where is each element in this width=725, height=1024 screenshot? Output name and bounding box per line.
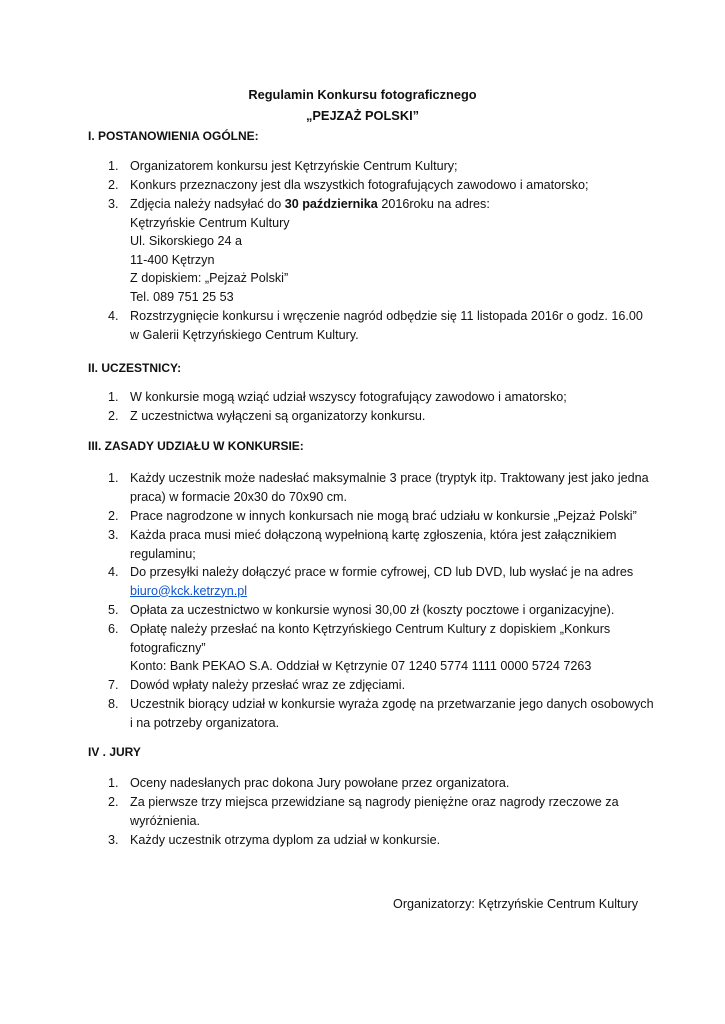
section-heading-general: I. POSTANOWIENIA OGÓLNE: xyxy=(88,129,259,143)
organizer-signature: Organizatorzy: Kętrzyńskie Centrum Kultury xyxy=(393,897,638,911)
email-link[interactable]: biuro@kck.ketrzyn.pl xyxy=(130,583,248,598)
address-line: Ul. Sikorskiego 24 a xyxy=(130,234,242,249)
section-heading-rules: III. ZASADY UDZIAŁU W KONKURSIE: xyxy=(88,439,304,453)
document-page: Regulamin Konkursu fotograficznego „PEJZAŻ POLSKI” I. POSTANOWIENIA OGÓLNE: 1. Organizatorem konkursu jest Kętrzyńskie Centrum Kultury; 2. Konkurs przeznaczony jest dla wszystkich fotografujących zawodowo i amatorsko; 3. Zdjęcia należy nadsyłać do 30 października 2016roku na adres: Kętrzyńskie Centrum Kultury Ul. Sikorskiego 24 a 11-400 Kętrzyn Z dopiskiem: „Pejzaż Polski” Tel. 089 751 25 53 4. Rozstrzygnięcie konkursu i wręczenie nagród odbędzie się 11 listopada 2016r o godz. 16.00 w Galerii Kętrzyńskiego Centrum Kultury. II. UCZESTNICY: 1. W konkursie mogą wziąć udział wszyscy fotografujący zawodowo i amatorsko; 2. Z uczestnictwa wyłączeni są organizatorzy konkursu. III. ZASADY UDZIAŁU W KONKURSIE: 1. Każdy uczestnik może nadesłać maksymalnie 3 prace (tryptyk itp. Traktowany jest jako jedna praca) w formacie 20x30 do 70x90 cm. 2. Prace nagrodzone w innych konkursach nie mogą brać udziału w konkursie „Pejzaż Polski” 3. Każda praca musi mieć dołączoną wypełnioną kartę zgłoszenia, która jest załącznikiem regulaminu; 4. Do przesyłki należy dołączyć prace w formie cyfrowej, CD lub DVD, lub wysłać je na adres biuro@kck.ketrzyn.pl 5. Opłata za uczestnictwo w konkursie wynosi 30,00 zł (koszty pocztowe i organizacyjne). 6. Opłatę należy przesłać na konto Kętrzyńskiego Centrum Kultury z dopiskiem „Konkurs fotograficzny” Konto: Bank PEKAO S.A. Oddział w Kętrzynie 07 1240 5774 1111 0000 5724 7263 7. Dowód wpłaty należy przesłać wraz ze zdjęciami. 8. Uczestnik biorący udział w konkursie wyraża zgodę na przetwarzanie jego danych osobowych i na potrzeby organizatora. IV . JURY 1. Oceny nadesłanych prac dokona Jury powołane przez organizatora. 2. Za pierwsze trzy miejsca przewidziane są nagrody pieniężne oraz nagrody rzeczowe za wyróżnienia. 3. Każdy uczestnik otrzyma dyplom za udział w konkursie. Organizatorzy: Kętrzyńskie Centrum Kultury xyxy=(0,0,725,1024)
section-heading-participants: II. UCZESTNICY: xyxy=(88,361,182,375)
deadline-date: 30 października xyxy=(284,197,378,211)
document-title: Regulamin Konkursu fotograficznego xyxy=(248,87,477,102)
contest-name: „PEJZAŻ POLSKI” xyxy=(305,108,420,123)
address-line: Z dopiskiem: „Pejzaż Polski” xyxy=(130,271,289,286)
address-line: Tel. 089 751 25 53 xyxy=(130,289,234,304)
address-line: Kętrzyńskie Centrum Kultury xyxy=(130,215,290,230)
section-heading-jury: IV . JURY xyxy=(88,745,141,759)
bank-account: Konto: Bank PEKAO S.A. Oddział w Kętrzynie 07 1240 5774 1111 0000 5724 7263 xyxy=(130,659,592,674)
address-line: 11-400 Kętrzyn xyxy=(130,252,215,267)
